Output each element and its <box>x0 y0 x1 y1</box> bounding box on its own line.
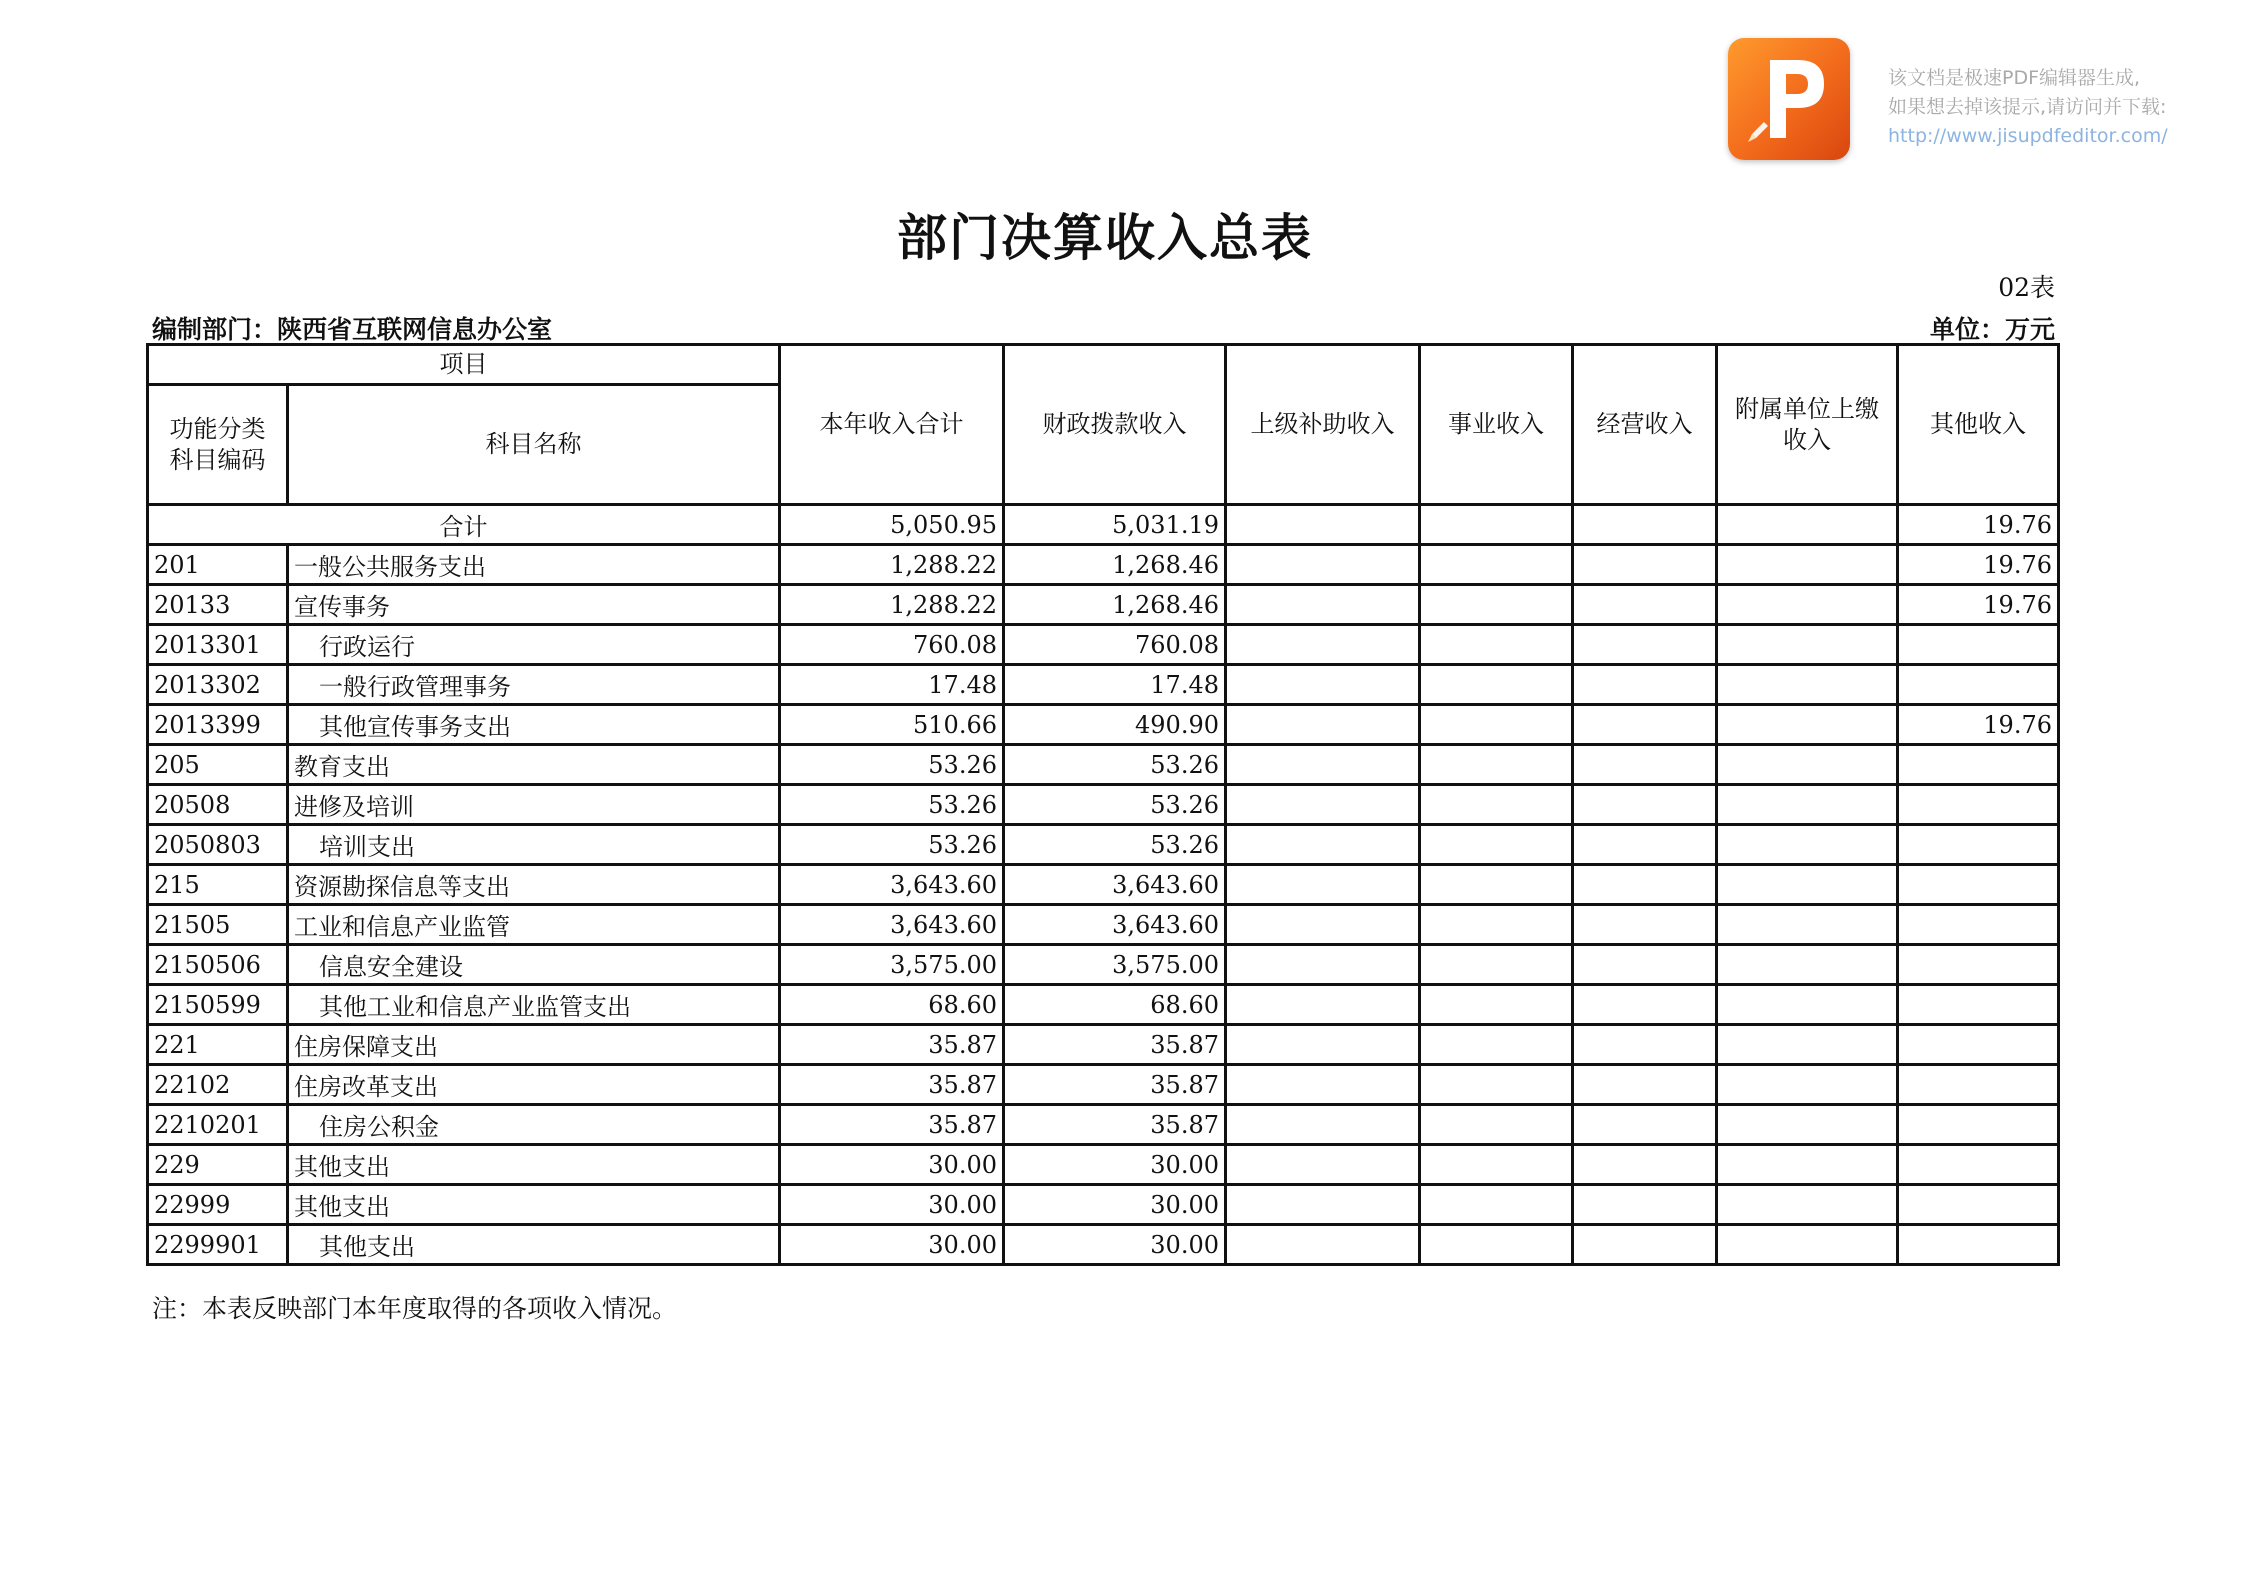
total-label: 合计 <box>148 505 780 545</box>
row-business-cell <box>1420 1225 1573 1265</box>
row-affiliated-cell <box>1717 1185 1898 1225</box>
row-code-cell: 2299901 <box>148 1225 288 1265</box>
row-operating-cell <box>1573 865 1717 905</box>
header-fiscal: 财政拨款收入 <box>1004 345 1226 505</box>
header-business: 事业收入 <box>1420 345 1573 505</box>
table-row <box>148 785 2059 825</box>
table-row <box>148 545 2059 585</box>
row-business-cell <box>1420 1105 1573 1145</box>
row-other-cell <box>1898 1105 2059 1145</box>
row-operating-cell <box>1573 825 1717 865</box>
row-subsidy-cell <box>1226 625 1420 665</box>
table-row <box>148 865 2059 905</box>
row-other-cell <box>1898 905 2059 945</box>
row-fiscal-cell: 30.00 <box>1004 1225 1226 1265</box>
row-business-cell <box>1420 945 1573 985</box>
row-other-cell <box>1898 1145 2059 1185</box>
table-row <box>148 705 2059 745</box>
row-code-cell: 215 <box>148 865 288 905</box>
row-name-cell: 宣传事务 <box>288 585 780 625</box>
row-affiliated-cell <box>1717 825 1898 865</box>
row-fiscal-cell: 1,268.46 <box>1004 545 1226 585</box>
row-subsidy-cell <box>1226 1225 1420 1265</box>
row-total-cell: 30.00 <box>780 1145 1004 1185</box>
row-other-cell <box>1898 1025 2059 1065</box>
table-row <box>148 1025 2059 1065</box>
row-name-cell: 教育支出 <box>288 745 780 785</box>
unit-label: 单位：万元 <box>1929 315 2055 344</box>
table-row <box>148 1145 2059 1185</box>
row-total-cell: 30.00 <box>780 1225 1004 1265</box>
row-subsidy-cell <box>1226 865 1420 905</box>
table-row <box>148 945 2059 985</box>
table-row <box>148 665 2059 705</box>
row-affiliated-cell <box>1717 705 1898 745</box>
row-total-cell: 53.26 <box>780 825 1004 865</box>
row-subsidy-cell <box>1226 705 1420 745</box>
row-name-cell: 住房公积金 <box>288 1105 780 1145</box>
row-business-cell <box>1420 705 1573 745</box>
row-fiscal-cell: 3,643.60 <box>1004 905 1226 945</box>
row-name-cell: 其他支出 <box>288 1185 780 1225</box>
row-operating-cell <box>1573 905 1717 945</box>
row-code-cell: 221 <box>148 1025 288 1065</box>
row-fiscal-cell: 35.87 <box>1004 1065 1226 1105</box>
row-total-cell: 68.60 <box>780 985 1004 1025</box>
row-affiliated-cell <box>1717 865 1898 905</box>
table-row <box>148 585 2059 625</box>
row-business-cell <box>1420 545 1573 585</box>
total-cell-operating <box>1573 505 1717 545</box>
table-row <box>148 1065 2059 1105</box>
row-fiscal-cell: 1,268.46 <box>1004 585 1226 625</box>
row-total-cell: 53.26 <box>780 785 1004 825</box>
row-affiliated-cell <box>1717 785 1898 825</box>
row-name-cell: 住房保障支出 <box>288 1025 780 1065</box>
row-subsidy-cell <box>1226 1145 1420 1185</box>
row-name-cell: 一般公共服务支出 <box>288 545 780 585</box>
row-operating-cell <box>1573 985 1717 1025</box>
row-name-cell: 其他宣传事务支出 <box>288 705 780 745</box>
watermark-url[interactable]: http://www.jisupdfeditor.com/ <box>1888 125 2168 147</box>
row-code-cell: 2150506 <box>148 945 288 985</box>
department-label: 编制部门：陕西省互联网信息办公室 <box>152 315 553 344</box>
pdf-editor-logo-icon <box>1728 38 1850 160</box>
row-code-cell: 22102 <box>148 1065 288 1105</box>
row-affiliated-cell <box>1717 745 1898 785</box>
row-subsidy-cell <box>1226 905 1420 945</box>
page-title: 部门决算收入总表 <box>897 208 1313 267</box>
row-affiliated-cell <box>1717 1025 1898 1065</box>
row-operating-cell <box>1573 665 1717 705</box>
row-other-cell <box>1898 825 2059 865</box>
row-fiscal-cell: 68.60 <box>1004 985 1226 1025</box>
row-code-cell: 20508 <box>148 785 288 825</box>
header-item: 项目 <box>148 345 780 385</box>
table-row <box>148 905 2059 945</box>
income-summary-table <box>146 343 2060 1266</box>
row-code-cell: 201 <box>148 545 288 585</box>
row-subsidy-cell <box>1226 1185 1420 1225</box>
row-name-cell: 其他支出 <box>288 1225 780 1265</box>
row-business-cell <box>1420 865 1573 905</box>
row-total-cell: 760.08 <box>780 625 1004 665</box>
watermark-line2: 如果想去掉该提示,请访问并下载: <box>1888 96 2167 118</box>
row-business-cell <box>1420 585 1573 625</box>
header-affiliated: 附属单位上缴 收入 <box>1717 345 1898 505</box>
row-other-cell <box>1898 1185 2059 1225</box>
row-operating-cell <box>1573 1145 1717 1185</box>
row-other-cell <box>1898 665 2059 705</box>
row-business-cell <box>1420 745 1573 785</box>
row-other-cell <box>1898 785 2059 825</box>
row-fiscal-cell: 53.26 <box>1004 745 1226 785</box>
watermark-line1: 该文档是极速PDF编辑器生成, <box>1888 67 2141 89</box>
header-total: 本年收入合计 <box>780 345 1004 505</box>
row-business-cell <box>1420 1145 1573 1185</box>
row-total-cell: 3,643.60 <box>780 865 1004 905</box>
table-row <box>148 1225 2059 1265</box>
watermark-text <box>1888 64 2168 151</box>
row-code-cell: 2013399 <box>148 705 288 745</box>
row-name-cell: 培训支出 <box>288 825 780 865</box>
row-operating-cell <box>1573 1065 1717 1105</box>
table-row <box>148 625 2059 665</box>
row-other-cell: 19.76 <box>1898 585 2059 625</box>
row-business-cell <box>1420 785 1573 825</box>
row-subsidy-cell <box>1226 1025 1420 1065</box>
total-cell-other: 19.76 <box>1898 505 2059 545</box>
row-name-cell: 一般行政管理事务 <box>288 665 780 705</box>
row-other-cell <box>1898 1065 2059 1105</box>
row-operating-cell <box>1573 1185 1717 1225</box>
row-operating-cell <box>1573 1025 1717 1065</box>
row-subsidy-cell <box>1226 985 1420 1025</box>
row-affiliated-cell <box>1717 905 1898 945</box>
row-operating-cell <box>1573 785 1717 825</box>
row-fiscal-cell: 3,643.60 <box>1004 865 1226 905</box>
header-name: 科目名称 <box>288 385 780 505</box>
row-fiscal-cell: 53.26 <box>1004 785 1226 825</box>
row-business-cell <box>1420 1025 1573 1065</box>
table-number: 02表 <box>1998 273 2055 302</box>
row-fiscal-cell: 30.00 <box>1004 1185 1226 1225</box>
header-operating: 经营收入 <box>1573 345 1717 505</box>
row-subsidy-cell <box>1226 945 1420 985</box>
row-affiliated-cell <box>1717 1225 1898 1265</box>
row-other-cell <box>1898 1225 2059 1265</box>
row-name-cell: 资源勘探信息等支出 <box>288 865 780 905</box>
total-cell-affiliated <box>1717 505 1898 545</box>
row-other-cell: 19.76 <box>1898 545 2059 585</box>
row-subsidy-cell <box>1226 785 1420 825</box>
row-operating-cell <box>1573 545 1717 585</box>
row-affiliated-cell <box>1717 1145 1898 1185</box>
total-row <box>148 505 2059 545</box>
row-subsidy-cell <box>1226 665 1420 705</box>
row-fiscal-cell: 35.87 <box>1004 1025 1226 1065</box>
table-row <box>148 1105 2059 1145</box>
row-subsidy-cell <box>1226 825 1420 865</box>
row-affiliated-cell <box>1717 665 1898 705</box>
row-total-cell: 30.00 <box>780 1185 1004 1225</box>
row-operating-cell <box>1573 945 1717 985</box>
total-cell-subsidy <box>1226 505 1420 545</box>
row-affiliated-cell <box>1717 625 1898 665</box>
header-other: 其他收入 <box>1898 345 2059 505</box>
table-row <box>148 825 2059 865</box>
row-affiliated-cell <box>1717 545 1898 585</box>
row-other-cell <box>1898 625 2059 665</box>
row-affiliated-cell <box>1717 945 1898 985</box>
row-affiliated-cell <box>1717 985 1898 1025</box>
row-fiscal-cell: 490.90 <box>1004 705 1226 745</box>
row-subsidy-cell <box>1226 1065 1420 1105</box>
row-other-cell <box>1898 745 2059 785</box>
row-total-cell: 35.87 <box>780 1025 1004 1065</box>
row-total-cell: 1,288.22 <box>780 545 1004 585</box>
row-operating-cell <box>1573 705 1717 745</box>
row-business-cell <box>1420 1065 1573 1105</box>
row-code-cell: 22999 <box>148 1185 288 1225</box>
row-subsidy-cell <box>1226 545 1420 585</box>
row-affiliated-cell <box>1717 1105 1898 1145</box>
row-name-cell: 工业和信息产业监管 <box>288 905 780 945</box>
total-cell-business <box>1420 505 1573 545</box>
row-operating-cell <box>1573 1225 1717 1265</box>
row-business-cell <box>1420 665 1573 705</box>
row-total-cell: 35.87 <box>780 1105 1004 1145</box>
row-code-cell: 2050803 <box>148 825 288 865</box>
row-subsidy-cell <box>1226 585 1420 625</box>
row-fiscal-cell: 17.48 <box>1004 665 1226 705</box>
footnote: 注：本表反映部门本年度取得的各项收入情况。 <box>152 1294 678 1323</box>
header-code: 功能分类 科目编码 <box>148 385 288 505</box>
row-total-cell: 17.48 <box>780 665 1004 705</box>
row-name-cell: 住房改革支出 <box>288 1065 780 1105</box>
row-subsidy-cell <box>1226 745 1420 785</box>
row-total-cell: 510.66 <box>780 705 1004 745</box>
row-operating-cell <box>1573 745 1717 785</box>
row-code-cell: 229 <box>148 1145 288 1185</box>
row-fiscal-cell: 30.00 <box>1004 1145 1226 1185</box>
row-total-cell: 3,643.60 <box>780 905 1004 945</box>
row-affiliated-cell <box>1717 1065 1898 1105</box>
row-business-cell <box>1420 625 1573 665</box>
row-total-cell: 1,288.22 <box>780 585 1004 625</box>
header-subsidy: 上级补助收入 <box>1226 345 1420 505</box>
table-row <box>148 985 2059 1025</box>
row-operating-cell <box>1573 625 1717 665</box>
row-code-cell: 2150599 <box>148 985 288 1025</box>
row-code-cell: 21505 <box>148 905 288 945</box>
row-code-cell: 20133 <box>148 585 288 625</box>
row-name-cell: 进修及培训 <box>288 785 780 825</box>
row-operating-cell <box>1573 585 1717 625</box>
row-name-cell: 信息安全建设 <box>288 945 780 985</box>
row-subsidy-cell <box>1226 1105 1420 1145</box>
row-code-cell: 205 <box>148 745 288 785</box>
row-fiscal-cell: 35.87 <box>1004 1105 1226 1145</box>
row-total-cell: 3,575.00 <box>780 945 1004 985</box>
row-other-cell <box>1898 985 2059 1025</box>
row-business-cell <box>1420 825 1573 865</box>
row-other-cell <box>1898 945 2059 985</box>
row-affiliated-cell <box>1717 585 1898 625</box>
row-name-cell: 其他工业和信息产业监管支出 <box>288 985 780 1025</box>
row-operating-cell <box>1573 1105 1717 1145</box>
table-row <box>148 745 2059 785</box>
row-name-cell: 其他支出 <box>288 1145 780 1185</box>
row-business-cell <box>1420 1185 1573 1225</box>
row-fiscal-cell: 3,575.00 <box>1004 945 1226 985</box>
row-other-cell: 19.76 <box>1898 705 2059 745</box>
row-other-cell <box>1898 865 2059 905</box>
row-code-cell: 2013302 <box>148 665 288 705</box>
row-total-cell: 35.87 <box>780 1065 1004 1105</box>
row-fiscal-cell: 760.08 <box>1004 625 1226 665</box>
row-business-cell <box>1420 905 1573 945</box>
row-code-cell: 2210201 <box>148 1105 288 1145</box>
row-code-cell: 2013301 <box>148 625 288 665</box>
row-fiscal-cell: 53.26 <box>1004 825 1226 865</box>
total-cell-fiscal: 5,031.19 <box>1004 505 1226 545</box>
row-business-cell <box>1420 985 1573 1025</box>
table-row <box>148 1185 2059 1225</box>
row-total-cell: 53.26 <box>780 745 1004 785</box>
total-cell-total: 5,050.95 <box>780 505 1004 545</box>
row-name-cell: 行政运行 <box>288 625 780 665</box>
